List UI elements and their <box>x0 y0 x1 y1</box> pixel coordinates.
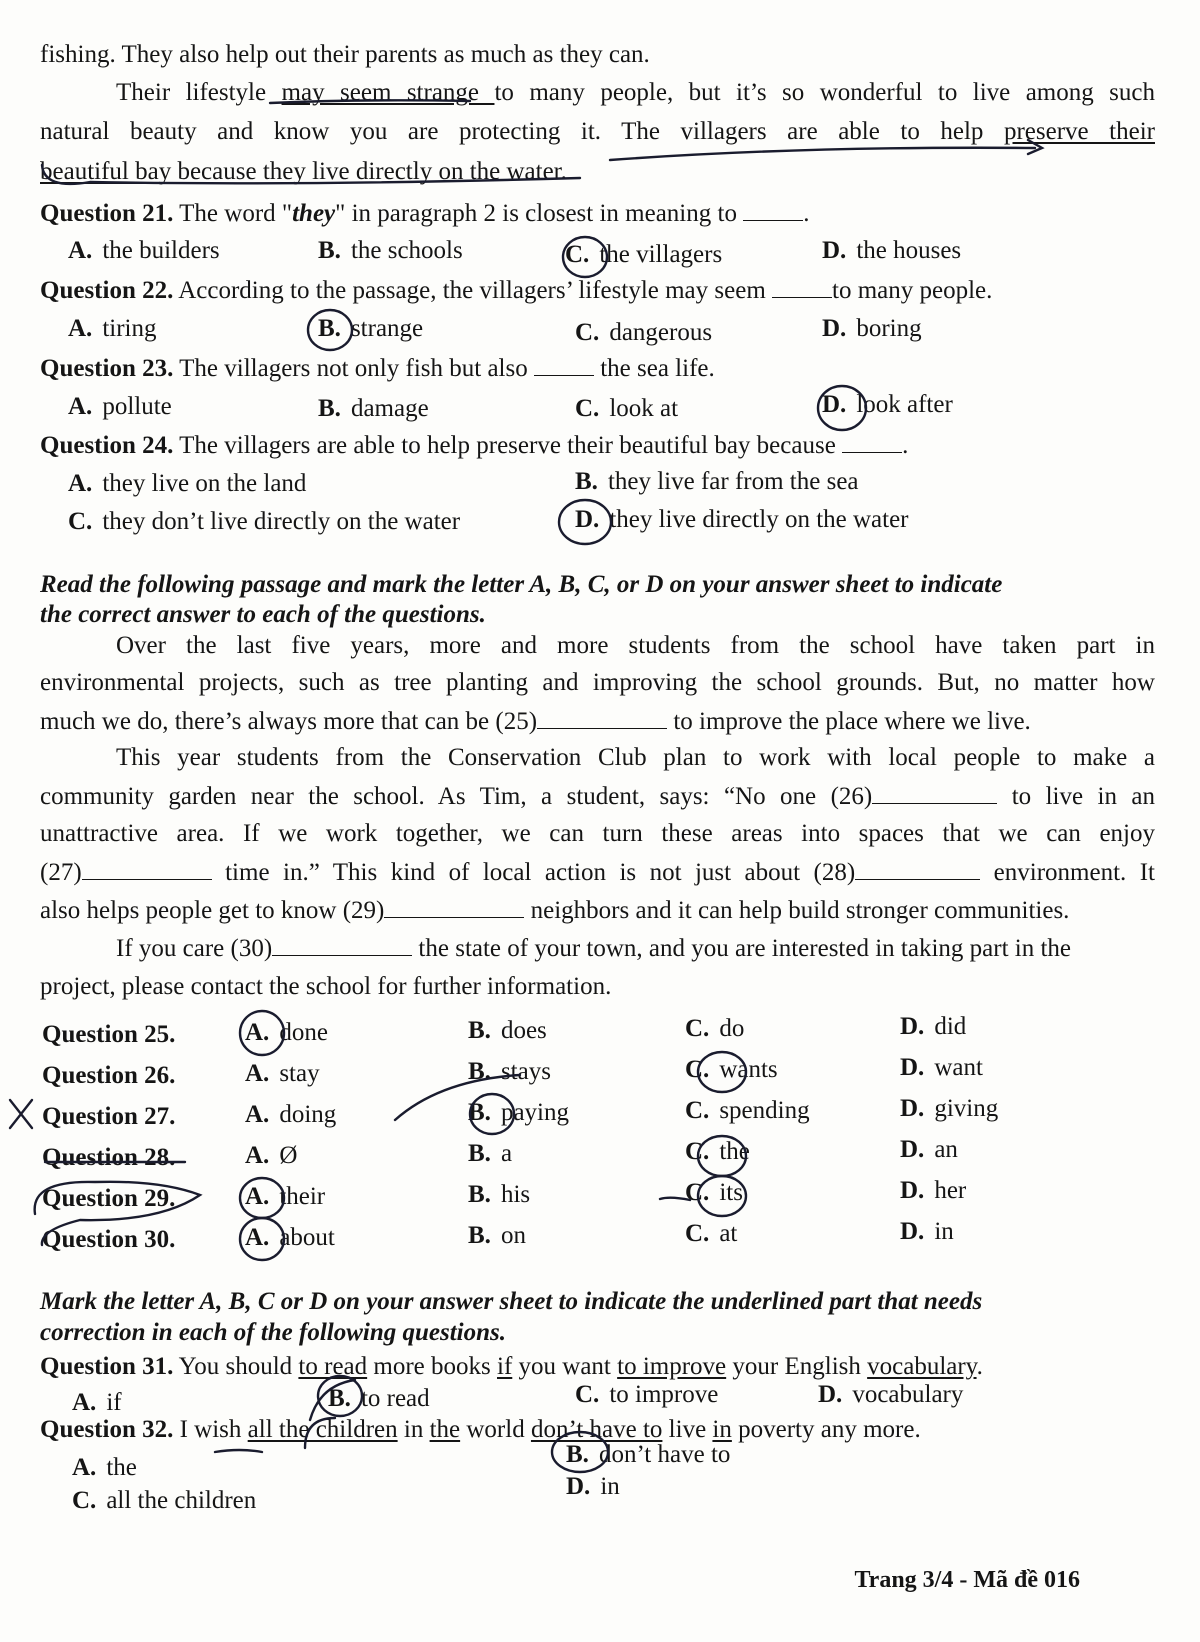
option-21-c[interactable]: C. the villagers <box>565 241 723 268</box>
option-23-c[interactable]: C. look at <box>575 395 679 422</box>
passage2-line: community garden near the school. As Tim, a student, says: “No one (26) to live in an <box>40 783 1155 810</box>
question-26-label: Question 26. <box>42 1062 176 1089</box>
underlined-part: to improve <box>617 1353 727 1380</box>
question-24: Question 24. The villagers are able to help preserve their beautiful bay because . <box>40 432 909 459</box>
underlined-part: in <box>712 1416 732 1443</box>
question-21: Question 21. The word "they" in paragraph 2 is closest in meaning to . <box>40 200 810 227</box>
answer-blank <box>842 430 902 453</box>
option-23-b[interactable]: B. damage <box>318 395 429 422</box>
option-21-b[interactable]: B. the schools <box>318 237 463 264</box>
answer-blank <box>534 353 594 376</box>
passage2-line: Over the last five years, more and more students from the school have taken part in <box>116 632 1155 659</box>
option-32-c[interactable]: C. all the children <box>72 1487 257 1514</box>
option-30-c[interactable]: C. at <box>685 1220 738 1247</box>
question-28-label: Question 28. <box>42 1144 176 1171</box>
underlined-part: all the children <box>247 1416 398 1443</box>
option-24-a[interactable]: A. they live on the land <box>68 470 307 497</box>
option-27-a[interactable]: A. doing <box>245 1101 337 1128</box>
cloze-blank-26 <box>872 781 997 804</box>
cloze-blank-25 <box>537 706 667 729</box>
option-28-a[interactable]: A. Ø <box>245 1142 298 1169</box>
answer-blank <box>743 198 803 221</box>
passage2-line: (27) time in.” This kind of local action is not just about (28) environment. It <box>40 859 1155 886</box>
option-31-c[interactable]: C. to improve <box>575 1381 719 1408</box>
question-22: Question 22. According to the passage, the villagers’ lifestyle may seem to many people. <box>40 277 993 304</box>
option-29-d[interactable]: D. her <box>900 1177 967 1204</box>
question-29-label: Question 29. <box>42 1185 176 1212</box>
question-27-label: Question 27. <box>42 1103 176 1130</box>
option-25-b[interactable]: B. does <box>468 1017 547 1044</box>
passage2-line: If you care (30) the state of your town, and you are interested in taking part in the <box>116 935 1072 962</box>
section-instruction: Mark the letter A, B, C or D on your answer sheet to indicate the underlined part that needs <box>40 1288 983 1315</box>
question-31: Question 31. You should to read more books if you want to improve your English vocabulary. <box>40 1353 983 1380</box>
option-22-c[interactable]: C. dangerous <box>575 319 713 346</box>
cross-mark-icon <box>10 1100 32 1128</box>
underlined-phrase: beautiful bay <box>40 158 178 185</box>
option-31-b[interactable]: B. to read <box>328 1385 430 1412</box>
question-23: Question 23. The villagers not only fish but also the sea life. <box>40 355 715 382</box>
option-29-c[interactable]: C. its <box>685 1179 743 1206</box>
cloze-blank-30 <box>272 933 412 956</box>
question-32: Question 32. I wish all the children in the world don’t have to live in poverty any more. <box>40 1416 921 1443</box>
question-25-label: Question 25. <box>42 1021 176 1048</box>
option-29-b[interactable]: B. his <box>468 1181 531 1208</box>
option-27-b[interactable]: B. paying <box>468 1099 569 1126</box>
passage2-line: environmental projects, such as tree planting and improving the school grounds. But, no matter how <box>40 669 1155 696</box>
underlined-part: vocabulary <box>867 1353 977 1380</box>
passage2-line: This year students from the Conservation Club plan to work with local people to make a <box>116 744 1155 771</box>
cloze-blank-28 <box>855 857 980 880</box>
pen-underline-mark <box>215 1450 262 1452</box>
option-30-d[interactable]: D. in <box>900 1218 954 1245</box>
option-26-d[interactable]: D. want <box>900 1054 983 1081</box>
option-28-c[interactable]: C. the <box>685 1138 750 1165</box>
option-31-d[interactable]: D. vocabulary <box>818 1381 964 1408</box>
option-22-d[interactable]: D. boring <box>822 315 922 342</box>
option-22-a[interactable]: A. tiring <box>68 315 157 342</box>
question-30-label: Question 30. <box>42 1226 176 1253</box>
passage1-line: fishing. They also help out their parents as much as they can. <box>40 41 650 68</box>
option-21-a[interactable]: A. the builders <box>68 237 220 264</box>
cloze-blank-27 <box>82 857 212 880</box>
option-26-a[interactable]: A. stay <box>245 1060 320 1087</box>
option-28-b[interactable]: B. a <box>468 1140 513 1167</box>
option-21-d[interactable]: D. the houses <box>822 237 962 264</box>
passage2-line: much we do, there’s always more that can be (25) to improve the place where we live. <box>40 708 1031 735</box>
option-26-c[interactable]: C. wants <box>685 1056 778 1083</box>
underlined-part: to read <box>298 1353 368 1380</box>
underlined-phrase: preserve their <box>1003 118 1155 145</box>
option-24-c[interactable]: C. they don’t live directly on the water <box>68 508 461 535</box>
option-29-a[interactable]: A. their <box>245 1183 326 1210</box>
option-25-d[interactable]: D. did <box>900 1013 967 1040</box>
option-24-d[interactable]: D. they live directly on the water <box>575 506 909 533</box>
option-28-d[interactable]: D. an <box>900 1136 958 1163</box>
passage2-line: also helps people get to know (29) neighbors and it can help build stronger communities. <box>40 897 1070 924</box>
passage2-line: project, please contact the school for further information. <box>40 973 612 1000</box>
passage1-line: beautiful bay because they live directly on the water. <box>40 158 567 185</box>
option-22-b[interactable]: B. strange <box>318 315 424 342</box>
option-27-d[interactable]: D. giving <box>900 1095 999 1122</box>
cloze-blank-29 <box>384 895 524 918</box>
option-25-c[interactable]: C. do <box>685 1015 745 1042</box>
section-instruction: correction in each of the following questions. <box>40 1319 507 1346</box>
passage1-line: natural beauty and know you are protecting it. The villagers are able to help preserve their <box>40 118 1155 145</box>
answer-blank <box>772 275 832 298</box>
passage1-line: Their lifestyle may seem strange to many people, but it’s so wonderful to live among such <box>116 79 1155 106</box>
section-instruction: the correct answer to each of the questions. <box>40 601 486 628</box>
option-30-a[interactable]: A. about <box>245 1224 335 1251</box>
underlined-part: if <box>497 1353 513 1380</box>
option-32-b[interactable]: B. don’t have to <box>566 1441 731 1468</box>
option-32-d[interactable]: D. in <box>566 1473 620 1500</box>
option-30-b[interactable]: B. on <box>468 1222 526 1249</box>
option-23-a[interactable]: A. pollute <box>68 393 172 420</box>
option-26-b[interactable]: B. stays <box>468 1058 551 1085</box>
option-24-b[interactable]: B. they live far from the sea <box>575 468 859 495</box>
passage2-line: unattractive area. If we work together, we can turn these areas into spaces that we can enjoy <box>40 820 1155 847</box>
option-23-d[interactable]: D. look after <box>822 391 953 418</box>
option-27-c[interactable]: C. spending <box>685 1097 810 1124</box>
option-31-a[interactable]: A. if <box>72 1389 122 1416</box>
option-32-a[interactable]: A. the <box>72 1454 137 1481</box>
underlined-part: don’t have to <box>530 1416 663 1443</box>
page-footer: Trang 3/4 - Mã đề 016 <box>854 1567 1080 1593</box>
option-25-a[interactable]: A. done <box>245 1019 328 1046</box>
underlined-phrase: may seem strange <box>281 79 495 106</box>
underlined-part: the <box>429 1416 461 1443</box>
section-instruction: Read the following passage and mark the letter A, B, C, or D on your answer sheet to indicate <box>40 571 1003 598</box>
